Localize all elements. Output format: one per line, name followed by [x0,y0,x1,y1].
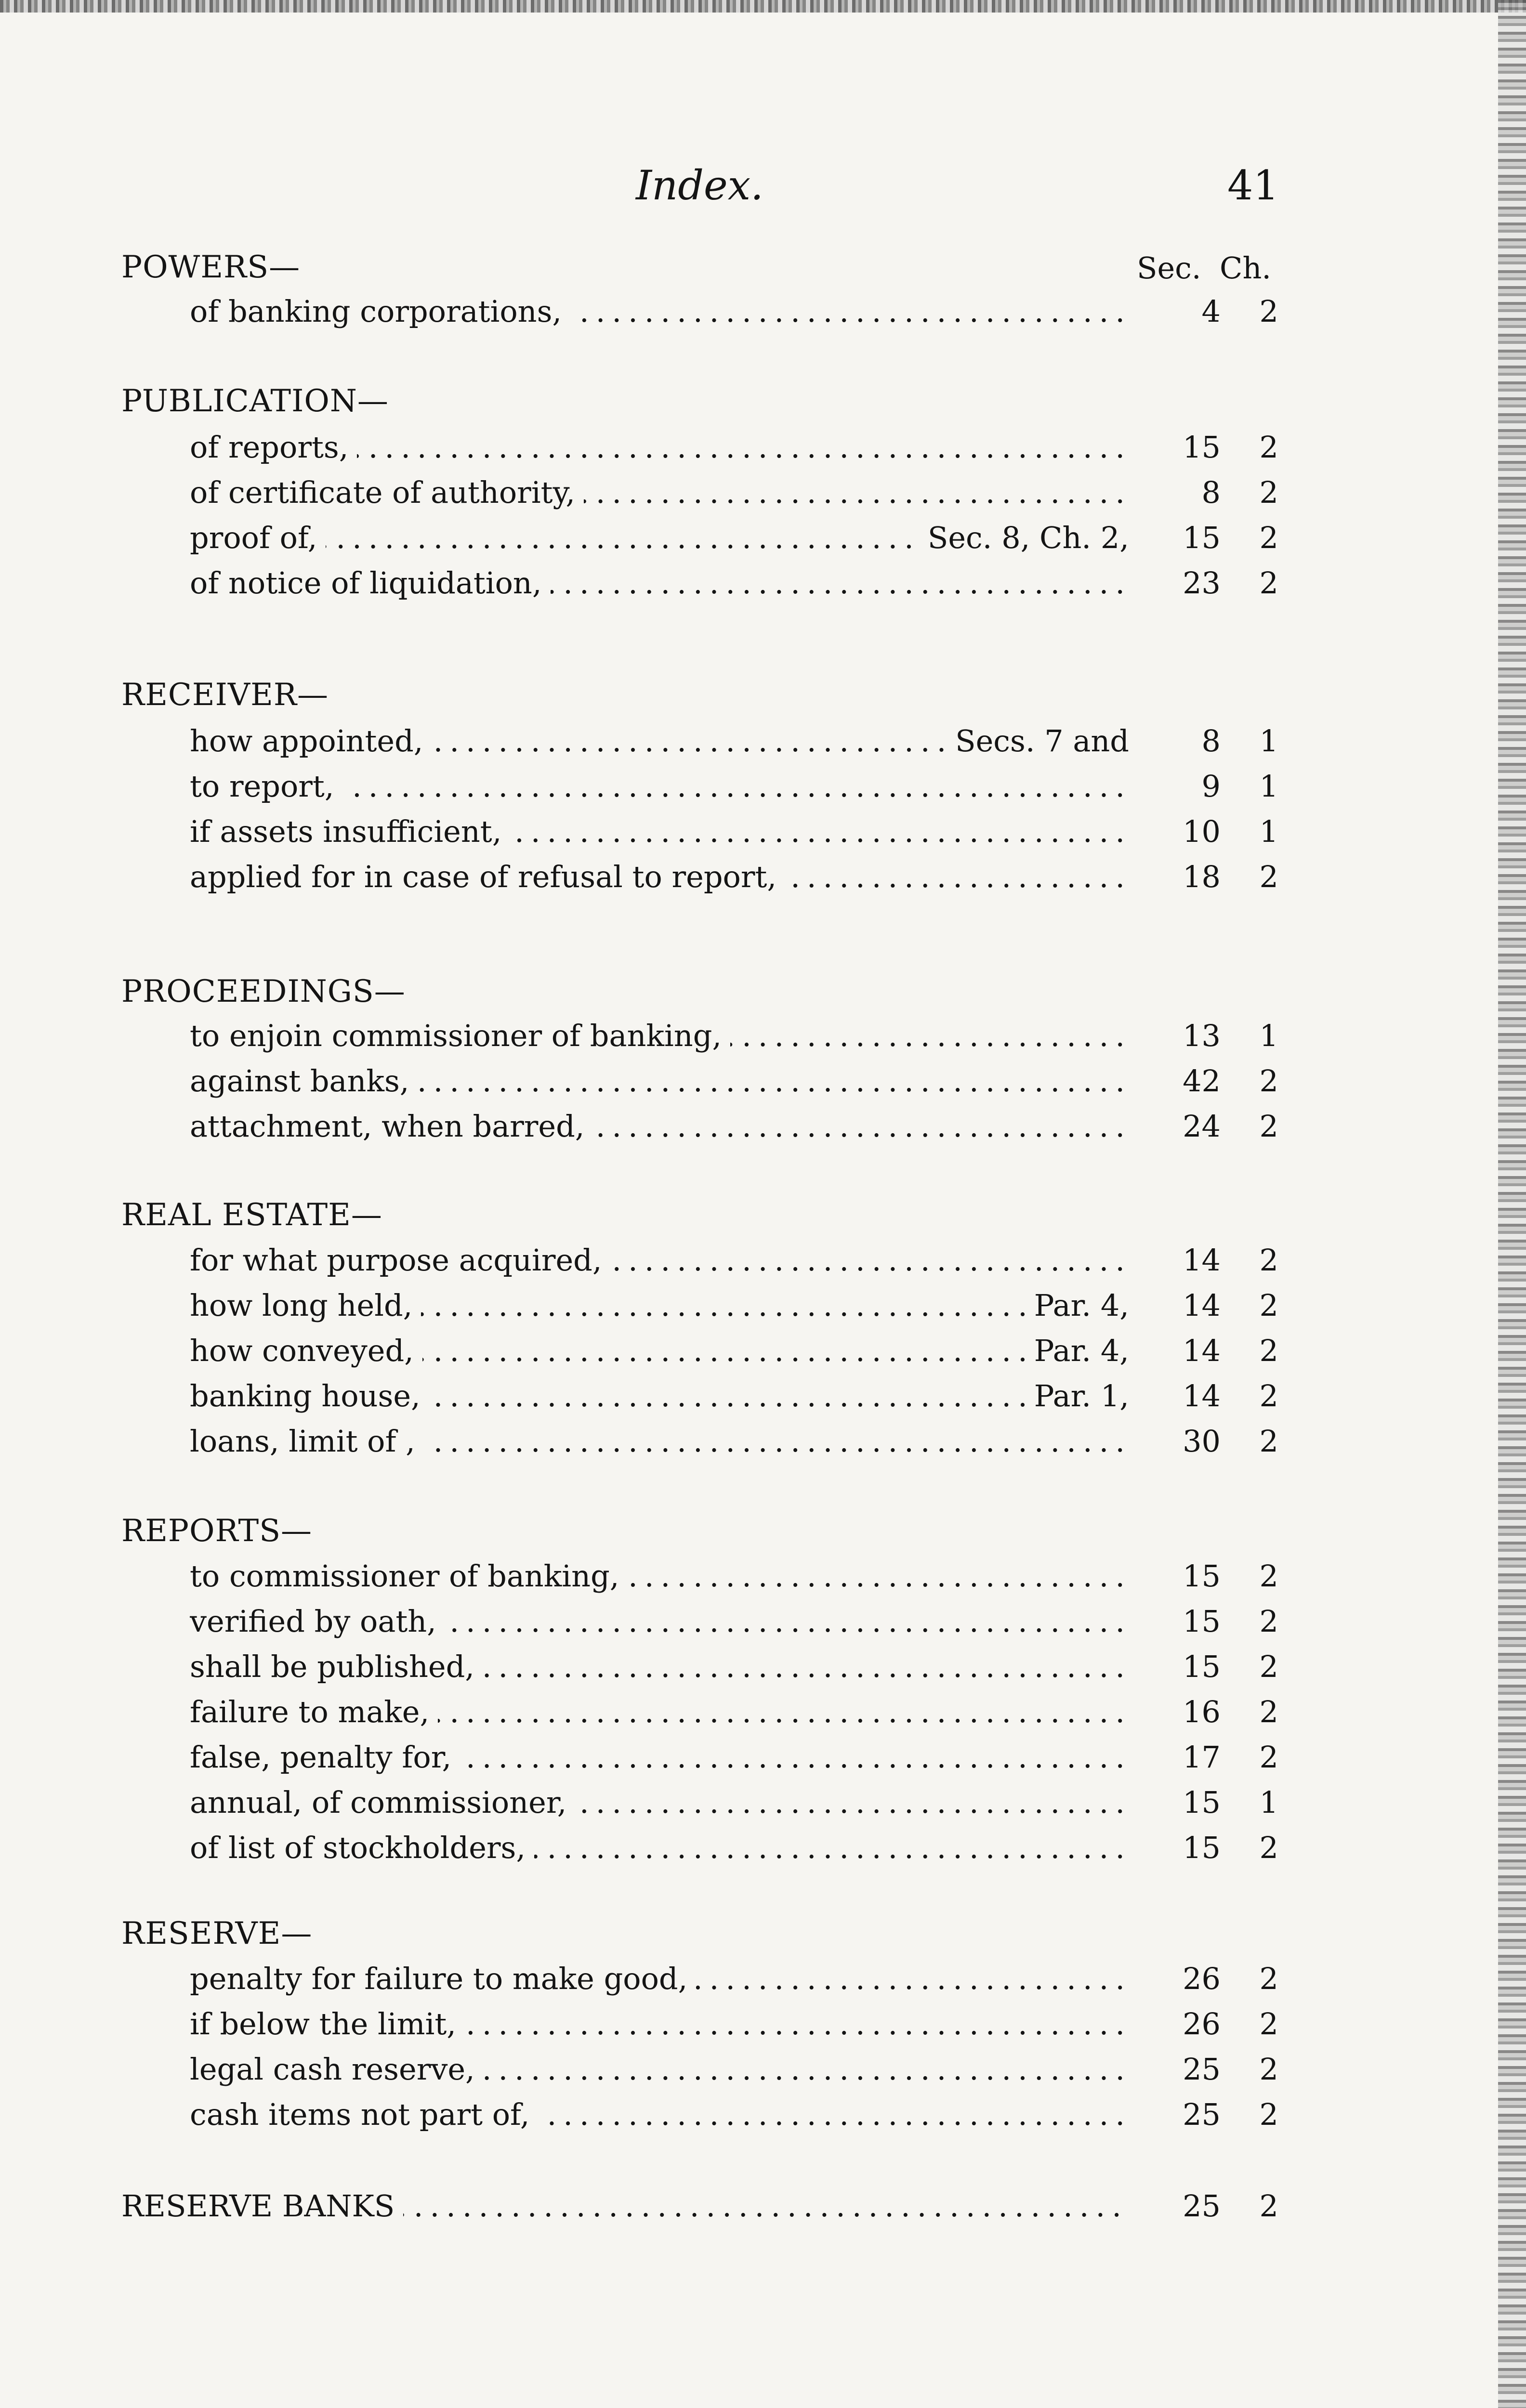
index-entry [190,1374,1278,1419]
scan-top-edge [0,0,1526,13]
index-entry [190,1599,1278,1644]
entry-sec: 8 [1201,475,1221,510]
entry-sec: 25 [1183,2188,1221,2224]
entry-ch: 1 [1259,769,1278,804]
index-entry [190,1328,1278,1374]
index-entry [190,2002,1278,2047]
entry-sec: 17 [1183,1740,1221,1775]
entry-ch: 2 [1259,1604,1278,1639]
entry-ch: 2 [1259,859,1278,894]
section-heading-reserve: RESERVE— [121,1916,313,1951]
entry-ch: 1 [1259,723,1278,759]
entry-sec: 26 [1183,1961,1221,1996]
index-entry-reserve-banks [121,2184,1278,2229]
index-entry [190,1419,1278,1464]
entry-label: if assets insufficient, [190,814,510,849]
index-entry [190,764,1278,809]
entry-sec: 25 [1183,2052,1221,2087]
entry-sec: 15 [1183,1785,1221,1820]
index-entry [190,1283,1278,1328]
entry-ch: 2 [1259,1830,1278,1865]
entry-label: of reports, [190,430,357,465]
entry-sec: 15 [1183,1830,1221,1865]
entry-sec: 15 [1183,430,1221,465]
entry-label: of certificate of authority, [190,475,584,510]
entry-sec: 14 [1183,1288,1221,1323]
section-heading-publication: PUBLICATION— [121,383,389,419]
entry-label: to report, [190,769,343,804]
entry-label: attachment, when barred, [190,1109,593,1144]
entry-label: against banks, [190,1063,418,1099]
index-entry [190,854,1278,900]
entry-ch: 2 [1259,294,1278,329]
entry-sec: 8 [1201,723,1221,759]
entry-sec: 14 [1183,1333,1221,1368]
entry-sec: 30 [1183,1424,1221,1459]
entry-ref: Par. 4, [1026,1283,1129,1328]
index-entry [190,1554,1278,1599]
entry-label: to enjoin commissioner of banking, [190,1018,730,1053]
entry-ch: 2 [1259,1288,1278,1323]
entry-ch: 2 [1259,1424,1278,1459]
entry-sec: 23 [1183,565,1221,601]
entry-sec: 15 [1183,1649,1221,1684]
index-entry [190,470,1278,515]
index-entry [190,1825,1278,1871]
column-header-sec: Sec. [1137,250,1201,286]
entry-ch: 1 [1259,1018,1278,1053]
entry-sec: 15 [1183,1604,1221,1639]
index-entry [190,809,1278,854]
entry-ch: 2 [1259,1109,1278,1144]
index-entry [190,719,1278,764]
entry-sec: 9 [1201,769,1221,804]
page-title: Index. [636,162,763,209]
entry-ch: 2 [1259,2097,1278,2132]
index-entry [190,425,1278,470]
entry-sec: 13 [1183,1018,1221,1053]
entry-sec: 14 [1183,1243,1221,1278]
index-entry [190,1104,1278,1149]
column-header-ch: Ch. [1220,250,1272,286]
entry-label: of banking corporations, [190,294,570,329]
entry-ch: 2 [1259,1378,1278,1413]
section-heading-real-estate: REAL ESTATE— [121,1197,382,1233]
index-entry [190,1956,1278,2002]
index-entry [190,1644,1278,1689]
index-entry [190,2047,1278,2092]
entry-ref: Par. 4, [1026,1328,1129,1374]
entry-ch: 2 [1259,2052,1278,2087]
entry-label: loans, limit of , [190,1424,424,1459]
entry-label: legal cash reserve, [190,2052,484,2087]
entry-sec: 18 [1183,859,1221,894]
entry-label: how long held, [190,1288,421,1323]
entry-ref: Par. 1, [1026,1374,1129,1419]
entry-label: if below the limit, [190,2006,465,2042]
entry-ch: 2 [1259,2006,1278,2042]
section-heading-proceedings: PROCEEDINGS— [121,974,406,1009]
entry-label: how appointed, [190,723,432,759]
entry-sec: 4 [1201,294,1221,329]
entry-ch: 2 [1259,1558,1278,1594]
index-entry [190,1059,1278,1104]
entry-ref: Secs. 7 and [947,719,1129,764]
index-entry [190,1780,1278,1825]
entry-label: of notice of liquidation, [190,565,551,601]
index-entry [190,1735,1278,1780]
entry-label: cash items not part of, [190,2097,538,2132]
entry-sec: 15 [1183,1558,1221,1594]
entry-label: penalty for failure to make good, [190,1961,696,1996]
entry-label: RESERVE BANKS [121,2188,403,2224]
entry-ch: 2 [1259,1649,1278,1684]
entry-sec: 42 [1183,1063,1221,1099]
entry-ch: 2 [1259,1740,1278,1775]
entry-label: applied for in case of refusal to report, [190,859,785,894]
section-heading-receiver: RECEIVER— [121,677,329,713]
entry-label: how conveyed, [190,1333,422,1368]
entry-ch: 2 [1259,475,1278,510]
entry-sec: 14 [1183,1378,1221,1413]
entry-label: shall be published, [190,1649,483,1684]
entry-ch: 2 [1259,1961,1278,1996]
entry-label: proof of, [190,520,326,555]
entry-label: banking house, [190,1378,429,1413]
entry-ch: 2 [1259,430,1278,465]
page-header [0,159,1526,217]
entry-label: for what purpose acquired, [190,1243,611,1278]
entry-label: false, penalty for, [190,1740,460,1775]
entry-ch: 2 [1259,2188,1278,2224]
entry-ch: 2 [1259,565,1278,601]
entry-label: to commissioner of banking, [190,1558,628,1594]
index-entry [190,2092,1278,2137]
entry-ch: 2 [1259,1694,1278,1729]
entry-label: annual, of commissioner, [190,1785,575,1820]
section-heading-powers: POWERS— [121,249,301,285]
entry-sec: 15 [1183,520,1221,555]
entry-sec: 16 [1183,1694,1221,1729]
page-number: 41 [1227,162,1279,209]
section-heading-reports: REPORTS— [121,1513,313,1549]
entry-sec: 10 [1183,814,1221,849]
entry-sec: 24 [1183,1109,1221,1144]
scan-right-edge [1498,0,1526,2408]
index-entry [190,561,1278,606]
entry-ch: 2 [1259,1063,1278,1099]
entry-ref: Sec. 8, Ch. 2, [919,515,1129,561]
entry-label: verified by oath, [190,1604,445,1639]
entry-ch: 2 [1259,520,1278,555]
entry-sec: 26 [1183,2006,1221,2042]
entry-ch: 2 [1259,1333,1278,1368]
index-entry [190,289,1278,334]
index-entry [190,1013,1278,1059]
entry-ch: 2 [1259,1243,1278,1278]
entry-ch: 1 [1259,814,1278,849]
entry-sec: 25 [1183,2097,1221,2132]
index-entry [190,1689,1278,1735]
entry-ch: 1 [1259,1785,1278,1820]
entry-label: failure to make, [190,1694,438,1729]
index-entry [190,1238,1278,1283]
index-entry [190,515,1278,561]
entry-label: of list of stockholders, [190,1830,534,1865]
